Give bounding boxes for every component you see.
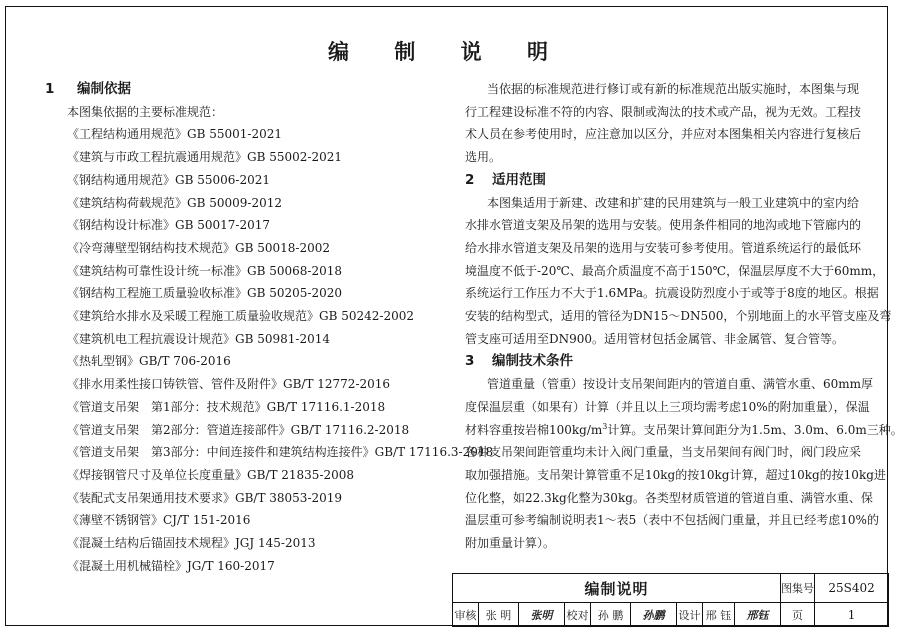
standard-item: 《薄壁不锈钢管》CJ/T 151-2016 bbox=[67, 513, 251, 528]
section-2-line: 本图集适用于新建、改建和扩建的民用建筑与一般工业建筑中的室内给 bbox=[487, 195, 860, 210]
section-3-line: 管道重量（管重）按设计支吊架间距内的管道自重、满管水重、60mm厚 bbox=[487, 377, 874, 392]
standard-item: 《建筑机电工程抗震设计规范》GB 50981-2014 bbox=[67, 331, 330, 346]
section-3-line: 附加重量计算）。 bbox=[465, 536, 556, 551]
section-2-number: 2 bbox=[465, 171, 475, 188]
drawing-title-cell: 编制说明 bbox=[453, 574, 781, 603]
page-number: 1 bbox=[815, 603, 889, 627]
section-1-number: 1 bbox=[45, 81, 55, 97]
atlas-number: 25S402 bbox=[815, 574, 889, 603]
section-2-paragraph bbox=[465, 192, 892, 351]
right-column bbox=[465, 78, 903, 555]
standards-intro: 本图集依据的主要标准规范： bbox=[67, 104, 224, 119]
standard-item: 《管道支吊架 第2部分：管道连接部件》GB/T 17116.2-2018 bbox=[67, 422, 410, 437]
standard-item: 《建筑与市政工程抗震通用规范》GB 55002-2021 bbox=[67, 150, 342, 165]
standard-item: 《工程结构通用规范》GB 55001-2021 bbox=[67, 127, 282, 142]
standard-item: 《排水用柔性接口铸铁管、管件及附件》GB/T 12772-2016 bbox=[67, 377, 391, 392]
standard-item: 《建筑结构可靠性设计统一标准》GB 50068-2018 bbox=[67, 263, 342, 278]
section-3-line: 温层重可参考编制说明表1～表5（表中不包括阀门重量，并且已经考虑10%的 bbox=[465, 513, 879, 528]
standard-item: 《管道支吊架 第3部分：中间连接件和建筑结构连接件》GB/T 17116.3-2018 bbox=[67, 445, 494, 460]
unit-suffix: 计算。支吊架计算间距分为1.5m、3.0m、6.0m三种。 bbox=[607, 422, 903, 437]
design-label: 设计 bbox=[677, 603, 703, 627]
standard-item: 《钢结构设计标准》GB 50017-2017 bbox=[67, 218, 270, 233]
section-3-number: 3 bbox=[465, 353, 475, 370]
standard-item: 《建筑结构荷载规范》GB 50009-2012 bbox=[67, 195, 282, 210]
section-3-heading bbox=[465, 350, 853, 373]
section-1-heading bbox=[45, 78, 465, 101]
continuation-line: 行工程建设标准不符的内容、限制或淘汰的技术或产品，视为无效。工程技 bbox=[465, 104, 862, 119]
section-3-line: 位化整，如22.3kg化整为30kg。各类型材质管道的管道自重、满管水重、保 bbox=[465, 490, 873, 505]
unit-prefix: 材料容重按岩棉100kg/m bbox=[465, 422, 603, 437]
standard-item: 《管道支吊架 第1部分：技术规范》GB/T 17116.1-2018 bbox=[67, 399, 386, 414]
standard-item: 《建筑给水排水及采暖工程施工质量验收规范》GB 50242-2002 bbox=[67, 309, 414, 324]
reviewer-signature: 张明 bbox=[519, 603, 565, 627]
standard-item: 《装配式支吊架通用技术要求》GB/T 38053-2019 bbox=[67, 490, 343, 505]
section-2-title: 适用范围 bbox=[492, 171, 546, 188]
standard-item: 《混凝土结构后锚固技术规程》JGJ 145-2013 bbox=[67, 536, 316, 551]
section-2-line: 给水排水管道支架及吊架的选用与安装可参考使用。管道系统运行的最低环 bbox=[465, 240, 862, 255]
checker-name: 孙 鹏 bbox=[591, 603, 631, 627]
standard-item: 《钢结构通用规范》GB 55006-2021 bbox=[67, 172, 270, 187]
standard-item: 《钢结构工程施工质量验收标准》GB 50205-2020 bbox=[67, 286, 342, 301]
section-2-line: 水排水管道支架及吊架的选用与安装。使用条件相同的地沟或地下管廊内的 bbox=[465, 218, 862, 233]
section-3-line: 取加强措施。支吊架计算管重不足10kg的按10kg计算，超过10kg的按10kg进 bbox=[465, 467, 886, 482]
checker-signature: 孙鹏 bbox=[631, 603, 677, 627]
continuation-line: 当依据的标准规范进行修订或有新的标准规范出版实施时，本图集与现 bbox=[487, 82, 860, 96]
section-2-heading bbox=[465, 169, 853, 192]
designer-signature: 邢钰 bbox=[735, 603, 781, 627]
reviewer-name: 张 明 bbox=[479, 603, 519, 627]
standard-item: 《焊接钢管尺寸及单位长度重量》GB/T 21835-2008 bbox=[67, 467, 355, 482]
continuation-line: 选用。 bbox=[465, 150, 502, 165]
section-2-line: 境温度不低于-20℃、最高介质温度不高于150℃，保温层厚度不大于60mm， bbox=[465, 263, 885, 278]
page-title: 编 制 说 明 bbox=[328, 40, 567, 64]
section-2-line: 管支座可适用至DN900。适用管材包括金属管、非金属管、复合管等。 bbox=[465, 331, 845, 346]
section-2-line: 系统运行工作压力不大于1.6MPa。抗震设防烈度小于或等于8度的地区。根据 bbox=[465, 286, 879, 301]
continuation-paragraph bbox=[465, 78, 862, 169]
page-label: 页 bbox=[781, 603, 815, 627]
unit-superscript: 3 bbox=[602, 421, 608, 431]
designer-name: 邢 钰 bbox=[703, 603, 735, 627]
section-1-title: 编制依据 bbox=[77, 81, 131, 97]
section-3-unit-line bbox=[465, 419, 903, 442]
standard-item: 《混凝土用机械锚栓》JG/T 160-2017 bbox=[67, 558, 275, 573]
review-label: 审核 bbox=[453, 603, 479, 627]
atlas-number-label: 图集号 bbox=[781, 574, 815, 603]
section-3-line: 度保温层重（如果有）计算（并且以上三项均需考虑10%的附加重量），保温 bbox=[465, 399, 870, 414]
section-3-line: 各种支吊架间距管重均未计入阀门重量，当支吊架间有阀门时，阀门段应采 bbox=[465, 445, 862, 460]
section-3-paragraph bbox=[465, 373, 903, 555]
section-3-title: 编制技术条件 bbox=[492, 353, 573, 370]
continuation-line: 术人员在参考使用时，应注意加以区分，并应对本图集相关内容进行复核后 bbox=[465, 127, 862, 142]
check-label: 校对 bbox=[565, 603, 591, 627]
standard-item: 《热轧型钢》GB/T 706-2016 bbox=[67, 354, 231, 369]
standard-item: 《冷弯薄壁型钢结构技术规范》GB 50018-2002 bbox=[67, 240, 330, 255]
section-2-line: 安装的结构型式，适用的管径为DN15～DN500，个别地面上的水平管支座及弯 bbox=[465, 309, 892, 324]
title-block bbox=[452, 573, 889, 627]
